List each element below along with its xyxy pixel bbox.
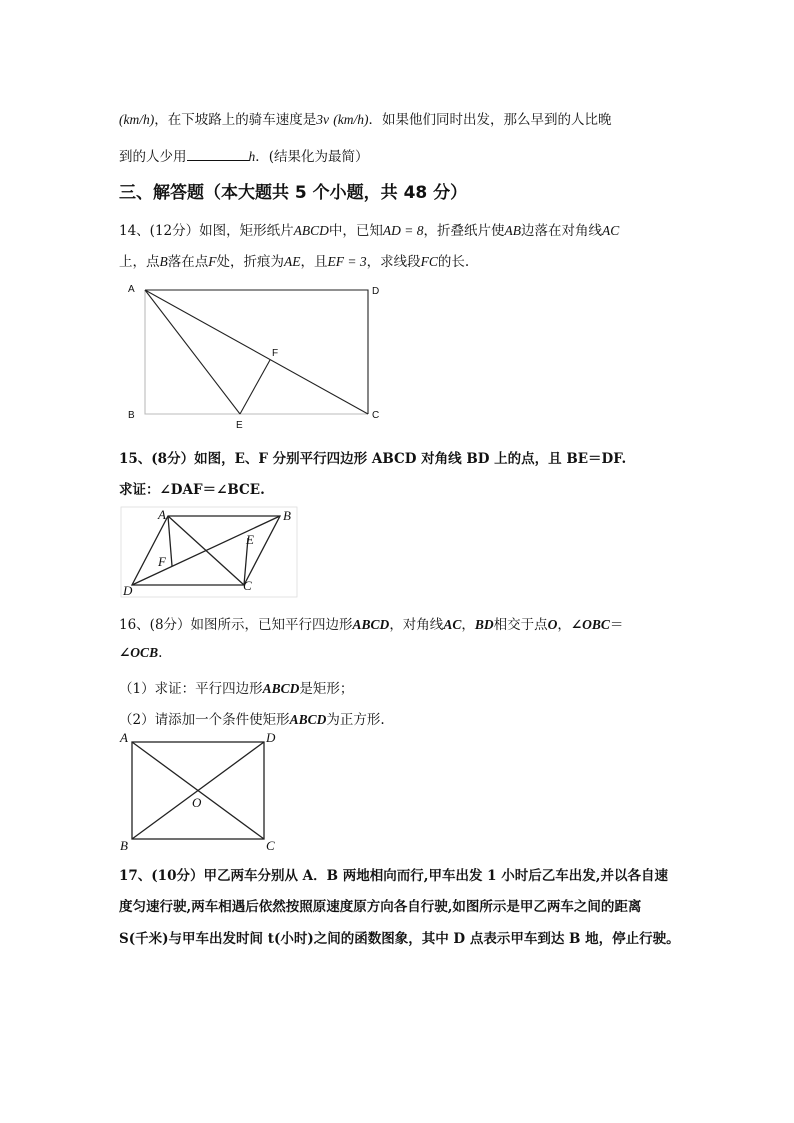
q14-figure xyxy=(120,280,390,430)
label-o: O xyxy=(192,795,202,810)
label-c: C xyxy=(266,838,275,853)
label-c: C xyxy=(372,410,380,421)
unit-kmh: (km/h) xyxy=(333,112,369,127)
segment-af xyxy=(168,516,172,566)
label-a: A xyxy=(158,507,166,522)
q16-sub-1: （1）求证：平行四边形ABCD是矩形； xyxy=(119,681,354,697)
label-e: E xyxy=(246,532,254,547)
label-b: B xyxy=(120,838,128,853)
label-f: F xyxy=(158,554,166,569)
section-heading: 三、解答题（本大题共 5 个小题，共 48 分） xyxy=(119,183,468,203)
q15-figure xyxy=(120,506,300,601)
q14-line-1: 14、(12分）如图，矩形纸片ABCD中，已知AD = 8，折叠纸片使AB边落在对角线AC xyxy=(119,223,620,239)
label-a: A xyxy=(128,284,135,295)
label-d: D xyxy=(123,583,133,598)
speed-expr: 3v xyxy=(316,112,329,127)
label-b: B xyxy=(283,508,291,523)
diagonal-ac xyxy=(145,290,368,414)
q16-sub-2: （2）请添加一个条件使矩形ABCD为正方形. xyxy=(119,712,385,728)
label-d: D xyxy=(266,730,276,745)
q16-line-1: 16、(8分）如图所示，已知平行四边形ABCD，对角线AC，BD相交于点O，∠OBC＝ xyxy=(119,617,624,633)
crease-ae xyxy=(145,290,240,414)
answer-blank xyxy=(187,148,249,161)
q16-figure xyxy=(118,728,288,853)
label-b: B xyxy=(128,410,135,421)
label-e: E xyxy=(236,420,243,431)
unit-kmh: (km/h) xyxy=(119,112,155,127)
q13-line-2: 到的人少用 h．(结果化为最简） xyxy=(119,149,369,165)
segment-ef xyxy=(240,360,270,414)
diagonal-ac xyxy=(168,516,244,585)
label-f: F xyxy=(272,348,279,359)
q15-line-2: 求证：∠DAF＝∠BCE. xyxy=(119,482,265,498)
q16-line-2: ∠OCB. xyxy=(119,645,163,661)
label-d: D xyxy=(372,286,380,297)
q14-line-2: 上，点B落在点F处，折痕为AE，且EF = 3，求线段FC的长. xyxy=(119,254,470,270)
label-c: C xyxy=(243,578,252,593)
q13-line-1: (km/h)，在下坡路上的骑车速度是3v (km/h)．如果他们同时出发，那么早到的人比晚 xyxy=(119,112,612,128)
q15-line-1: 15、(8分）如图，E、F 分别平行四边形 ABCD 对角线 BD 上的点，且 BE＝DF. xyxy=(119,451,627,467)
q17-line-3: S(千米)与甲车出发时间 t(小时)之间的函数图象，其中 D 点表示甲车到达 B 地，停止行驶。 xyxy=(119,931,680,947)
q17-line-1: 17、(10分）甲乙两车分别从 A．B 两地相向而行,甲车出发 1 小时后乙车出发,并以各自速 xyxy=(119,868,668,884)
q17-line-2: 度匀速行驶,两车相遇后依然按照原速度原方向各自行驶,如图所示是甲乙两车之间的距离 xyxy=(119,899,642,915)
label-a: A xyxy=(120,730,128,745)
